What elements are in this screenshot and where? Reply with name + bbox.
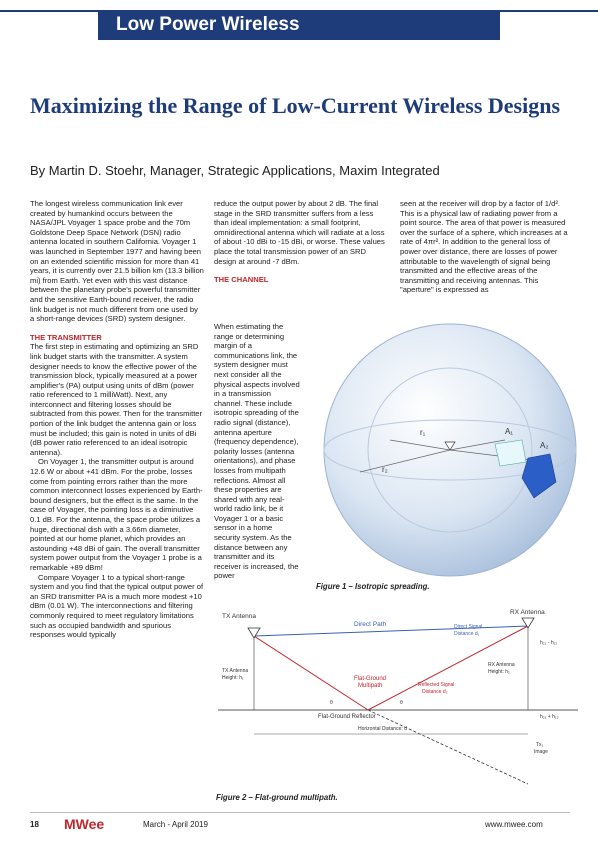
mwee-logo: MWee bbox=[64, 816, 105, 832]
figure-2-caption: Figure 2 – Flat-ground multipath. bbox=[216, 793, 338, 802]
column-1 bbox=[30, 199, 204, 640]
label-rx-height: RX Antenna bbox=[488, 662, 515, 668]
paragraph: reduce the output power by about 2 dB. The final stage in the SRD transmitter suffers from a less than ideal implementation: a small footprint, omnidirectional antenna which will radiate at a loss of about -10 dBi to -15 dBi, or worse. These values place the total transmission power of an SRD design at around -7 dBm. bbox=[214, 199, 385, 266]
column-3 bbox=[400, 199, 568, 295]
section-banner bbox=[98, 10, 500, 40]
direct-path-line bbox=[254, 626, 528, 636]
label-rx-height-value: Height: h₂ bbox=[488, 669, 510, 675]
label-tx-antenna: TX Antenna bbox=[222, 613, 256, 620]
byline: By Martin D. Stoehr, Manager, Strategic Applications, Maxim Integrated bbox=[30, 163, 440, 178]
paragraph: The longest wireless communication link ever created by humankind occurs between the NASA/JPL Voyager 1 space probe and the 70m Goldstone Deep Space Network (DSN) radio antenna located in southern California. Voyager 1 was launched in September 1977 and having been on an extended scientific mission for more than 41 years, it is currently over 21.5 billion km (13.3 billion mi) from Earth. Yet even with this vast distance between the planetary probe's powerful transmitter and the sensitive Earth-bound receiver, the radio link budget is not much different from one used by a short-range devices (SRD) system designer. bbox=[30, 199, 204, 324]
page-number: 18 bbox=[30, 820, 39, 829]
section-title: Low Power Wireless bbox=[116, 14, 300, 35]
area-a1 bbox=[495, 440, 526, 466]
label-r2: r₂ bbox=[382, 465, 388, 474]
label-flat-ground: Flat-Ground bbox=[354, 676, 387, 682]
label-theta-left: θ bbox=[330, 700, 333, 706]
label-reflected-signal: Reflected Signal bbox=[418, 682, 455, 688]
label-reflected-distance: Distance d₂ bbox=[422, 689, 448, 695]
label-height-sum: h₂₁ + h₁₂ bbox=[540, 714, 559, 720]
figure-2-multipath bbox=[218, 606, 578, 792]
label-height-diff: h₂₁ - h₁₂ bbox=[540, 640, 558, 646]
image-path bbox=[368, 710, 528, 784]
section-heading: THE CHANNEL bbox=[214, 275, 269, 285]
tx-antenna-icon bbox=[248, 628, 260, 638]
label-rx-antenna: RX Antenna bbox=[510, 609, 545, 616]
label-horizontal-distance: Horizontal Distance: d bbox=[358, 726, 407, 732]
label-direct-signal: Direct Signal bbox=[454, 624, 483, 630]
section-heading: THE TRANSMITTER bbox=[30, 332, 102, 342]
paragraph: The first step in estimating and optimizing an SRD link budget starts with the transmitter. A system designer needs to know the effective power of the transmission block, typically measured at a power amplifier's (PA) output using units of dBm (power ratio referenced to 1 milliWatt). Next, any interconnect and filtering losses should be subtracted from this power. Then for the transmitter portion of the link budget the antenna gain or loss must be included; this gain is noted in units of dBi (dB power ratio referenced to an ideal isotropic antenna). bbox=[30, 342, 203, 457]
label-theta-right: θ bbox=[400, 700, 403, 706]
label-a1: A₁ bbox=[505, 427, 514, 436]
paragraph: seen at the receiver will drop by a factor of 1/d². This is a physical law of radiating power from a point source. The area of that power is measured over the surface of a sphere, which increases at a rate of 4πr². In addition to the general loss of power over distance, there are losses of power attributable to the wavelength of signal being transmitted and the effective areas of the transmitting and receiving antennas. This "aperture" is expressed as bbox=[400, 199, 568, 295]
label-tx-height: TX Antenna bbox=[222, 668, 249, 674]
paragraph: When estimating the range or determining margin of a communications link, the system designer must next consider all the physical aspects involved in a transmission channel. These include isotropic spreading of the radio signal (distance), antenna aperture (frequency dependence), polarity losses (antenna orientations), and phase losses from multipath reflections. Almost all these properties are shared with any real-world radio link, be it Voyager 1 or a basic sensor in a home security system. As the distance between any transmitter and its receiver is increased, the power bbox=[214, 322, 300, 581]
label-tx-height-value: Height: h₁ bbox=[222, 675, 244, 681]
label-r1: r₁ bbox=[420, 428, 426, 437]
label-direct-distance: Distance d₁ bbox=[454, 631, 480, 637]
label-a2: A₂ bbox=[540, 441, 549, 450]
reflected-path bbox=[368, 626, 528, 710]
column-2-wrapped bbox=[214, 322, 300, 581]
article-title: Maximizing the Range of Low-Current Wireless Designs bbox=[30, 93, 561, 118]
label-image: Tx₁ bbox=[536, 742, 544, 748]
issue-date: March - April 2019 bbox=[143, 820, 208, 829]
figure-1-sphere bbox=[300, 322, 582, 582]
footer-url[interactable]: www.mwee.com bbox=[485, 820, 543, 829]
label-image-2: Image bbox=[534, 749, 548, 755]
label-direct-path: Direct Path bbox=[354, 621, 387, 628]
figure-1-caption: Figure 1 – Isotropic spreading. bbox=[316, 582, 430, 591]
paragraph: On Voyager 1, the transmitter output is around 12.6 W or about +41 dBm. For the probe, losses come from pointing errors rather than the more common interconnect losses experienced by Earth-bound designers, but the effect is the same. In the case of Voyager, the pointing loss is a diminutive 0.1 dB. For the antenna, the space probe utilizes a huge, directional dish with a 3.66m diameter, pointed at our home planet, which provides an astounding +48 dBi of gain. The overall transmitter system power output from the Voyager 1 probe is a remarkable +89 dBm! bbox=[30, 457, 203, 572]
label-multipath: Multipath bbox=[358, 683, 383, 689]
footer-rule bbox=[30, 812, 570, 813]
incident-path bbox=[254, 636, 368, 710]
column-2 bbox=[214, 199, 386, 285]
label-reflector: Flat-Ground Reflector bbox=[318, 714, 376, 720]
paragraph: Compare Voyager 1 to a typical short-range system and you find that the typical output power of an SRD transmitter PA is a much more modest +10 dBm (0.01 W). The interconnections and filtering commonly required to meet regulatory limitations such as occupied bandwidth and spurious responses would typically bbox=[30, 572, 204, 640]
